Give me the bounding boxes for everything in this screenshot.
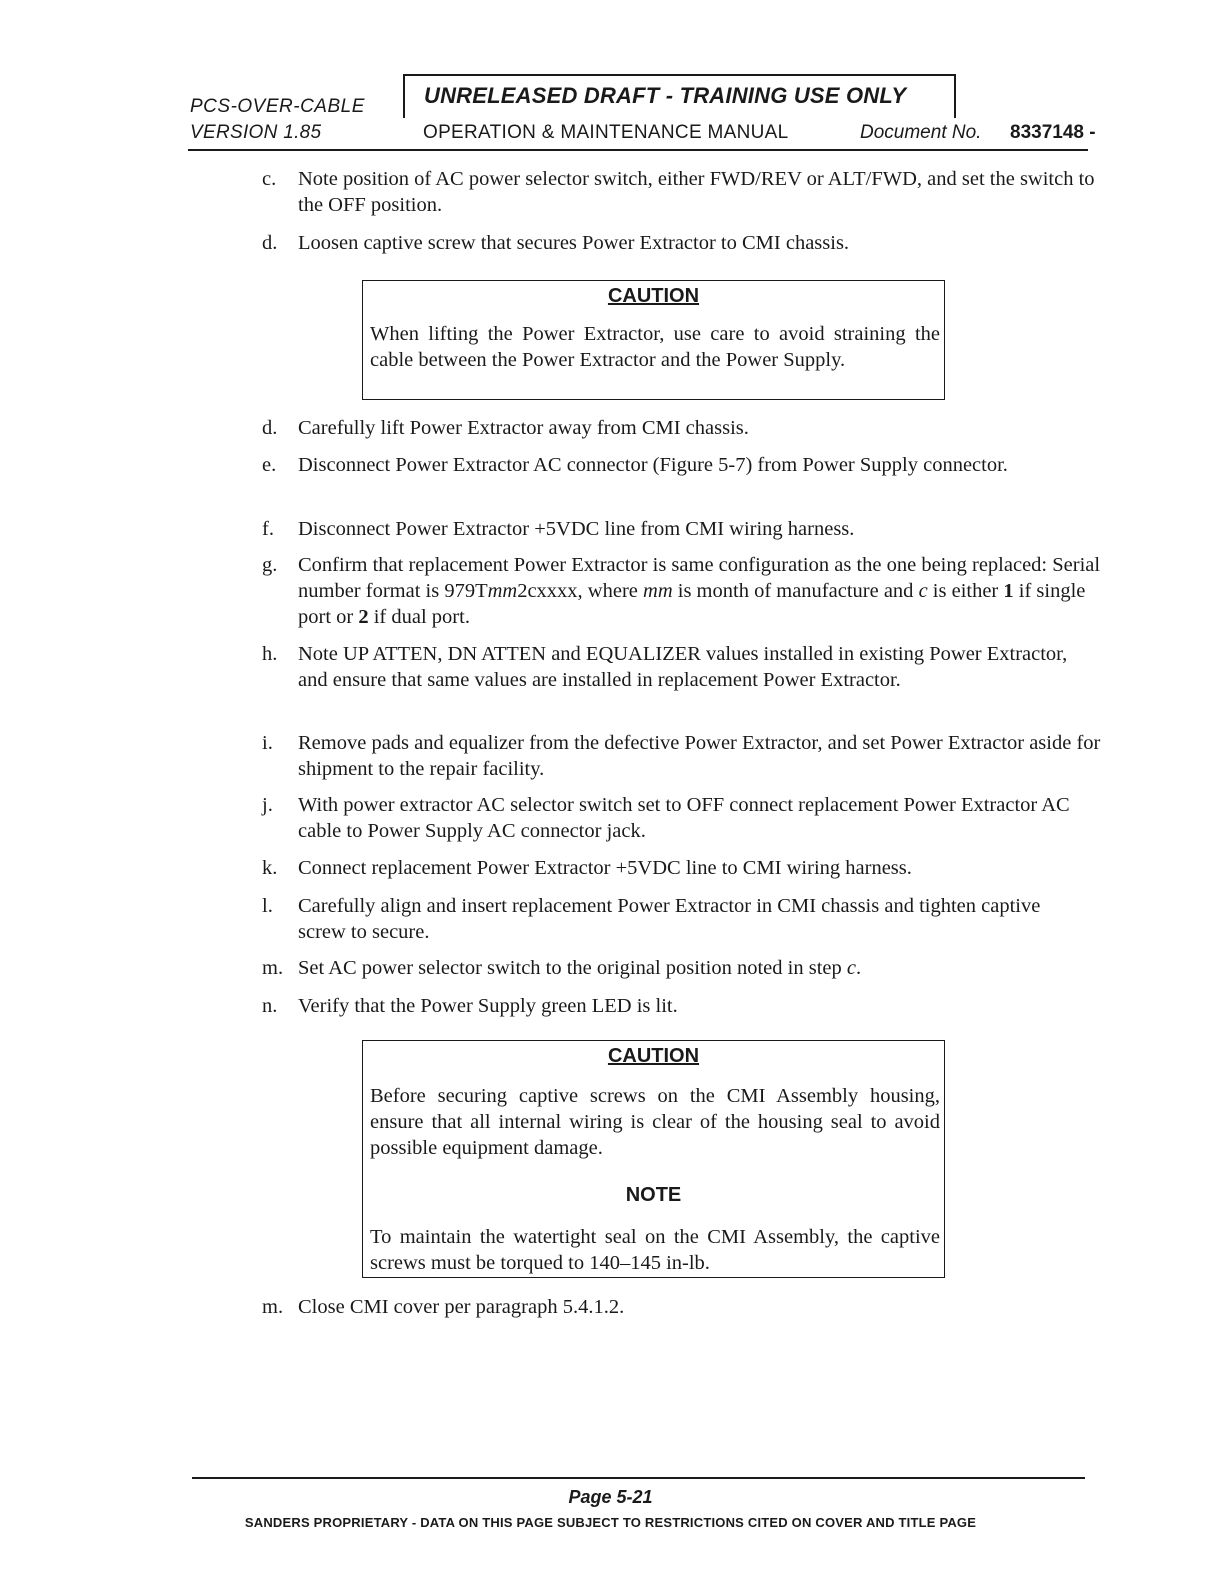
step-letter: k. [262,857,278,879]
step-letter: m. [262,1296,284,1318]
step-text: Remove pads and equalizer from the defective Power Extractor, and set Power Extractor aside for shipment to the repair facility. [298,732,1101,780]
step-letter: f. [262,518,274,540]
step-letter: l. [262,895,273,917]
step-text: Close CMI cover per paragraph 5.4.1.2. [298,1296,625,1318]
version-label: VERSION 1.85 [190,122,322,143]
step-letter: m. [262,957,284,979]
step-text: Disconnect Power Extractor +5VDC line from CMI wiring harness. [298,518,855,540]
footer-divider [192,1477,1085,1479]
caution-title: CAUTION [607,285,700,307]
page-number: Page 5-21 [568,1487,653,1507]
step-text: Confirm that replacement Power Extractor is same configuration as the one being replaced: Serial number format is 979Tmm2cxxxx, where mm is month of manufacture and c is either 1 if single port or 2 if dual port. [298,554,1101,628]
step-letter: h. [262,643,278,665]
step-letter: g. [262,554,278,576]
caution-box-lifting [362,280,945,400]
step-letter: e. [262,454,277,476]
step-letter: n. [262,995,278,1017]
product-name: PCS-OVER-CABLE [190,96,365,117]
caution-body: When lifting the Power Extractor, use care to avoid straining the cable between the Power Extractor and the Power Supply. [370,323,940,371]
step-text: Connect replacement Power Extractor +5VDC line to CMI wiring harness. [298,857,912,879]
step-text: Carefully lift Power Extractor away from CMI chassis. [298,417,749,439]
step-letter: d. [262,232,278,254]
step-text: Loosen captive screw that secures Power Extractor to CMI chassis. [298,232,850,254]
caution-note-box [362,1040,945,1278]
step-text: Note position of AC power selector switch, either FWD/REV or ALT/FWD, and set the switch to the OFF position. [298,168,1095,216]
header-divider [188,149,1088,151]
manual-title: OPERATION & MAINTENANCE MANUAL [423,122,789,143]
caution-title: CAUTION [607,1045,700,1067]
step-text: Disconnect Power Extractor AC connector (Figure 5-7) from Power Supply connector. [298,454,1008,476]
proprietary-notice: SANDERS PROPRIETARY - DATA ON THIS PAGE SUBJECT TO RESTRICTIONS CITED ON COVER AND TITLE PAGE [244,1515,977,1530]
step-letter: j. [262,794,273,816]
caution-body: Before securing captive screws on the CMI Assembly housing, ensure that all internal wiring is clear of the housing seal to avoid possible equipment damage. [370,1085,940,1159]
step-letter: c. [262,168,277,190]
step-letter: i. [262,732,273,754]
note-body: To maintain the watertight seal on the CMI Assembly, the captive screws must be torqued to 140–145 in-lb. [370,1226,940,1274]
step-text: Set AC power selector switch to the original position noted in step c. [298,957,862,979]
document-number: 8337148 - [1010,122,1096,143]
step-text: Note UP ATTEN, DN ATTEN and EQUALIZER values installed in existing Power Extractor, and ensure that same values are installed in replacement Power Extractor. [298,643,1068,691]
step-text: Carefully align and insert replacement Power Extractor in CMI chassis and tighten captive screw to secure. [298,895,1041,943]
step-text: With power extractor AC selector switch set to OFF connect replacement Power Extractor AC cable to Power Supply AC connector jack. [298,794,1070,842]
draft-banner: UNRELEASED DRAFT - TRAINING USE ONLY [424,83,907,108]
document-label: Document No. [860,122,982,143]
step-letter: d. [262,417,278,439]
note-title: NOTE [625,1184,682,1206]
step-text: Verify that the Power Supply green LED is lit. [298,995,678,1017]
